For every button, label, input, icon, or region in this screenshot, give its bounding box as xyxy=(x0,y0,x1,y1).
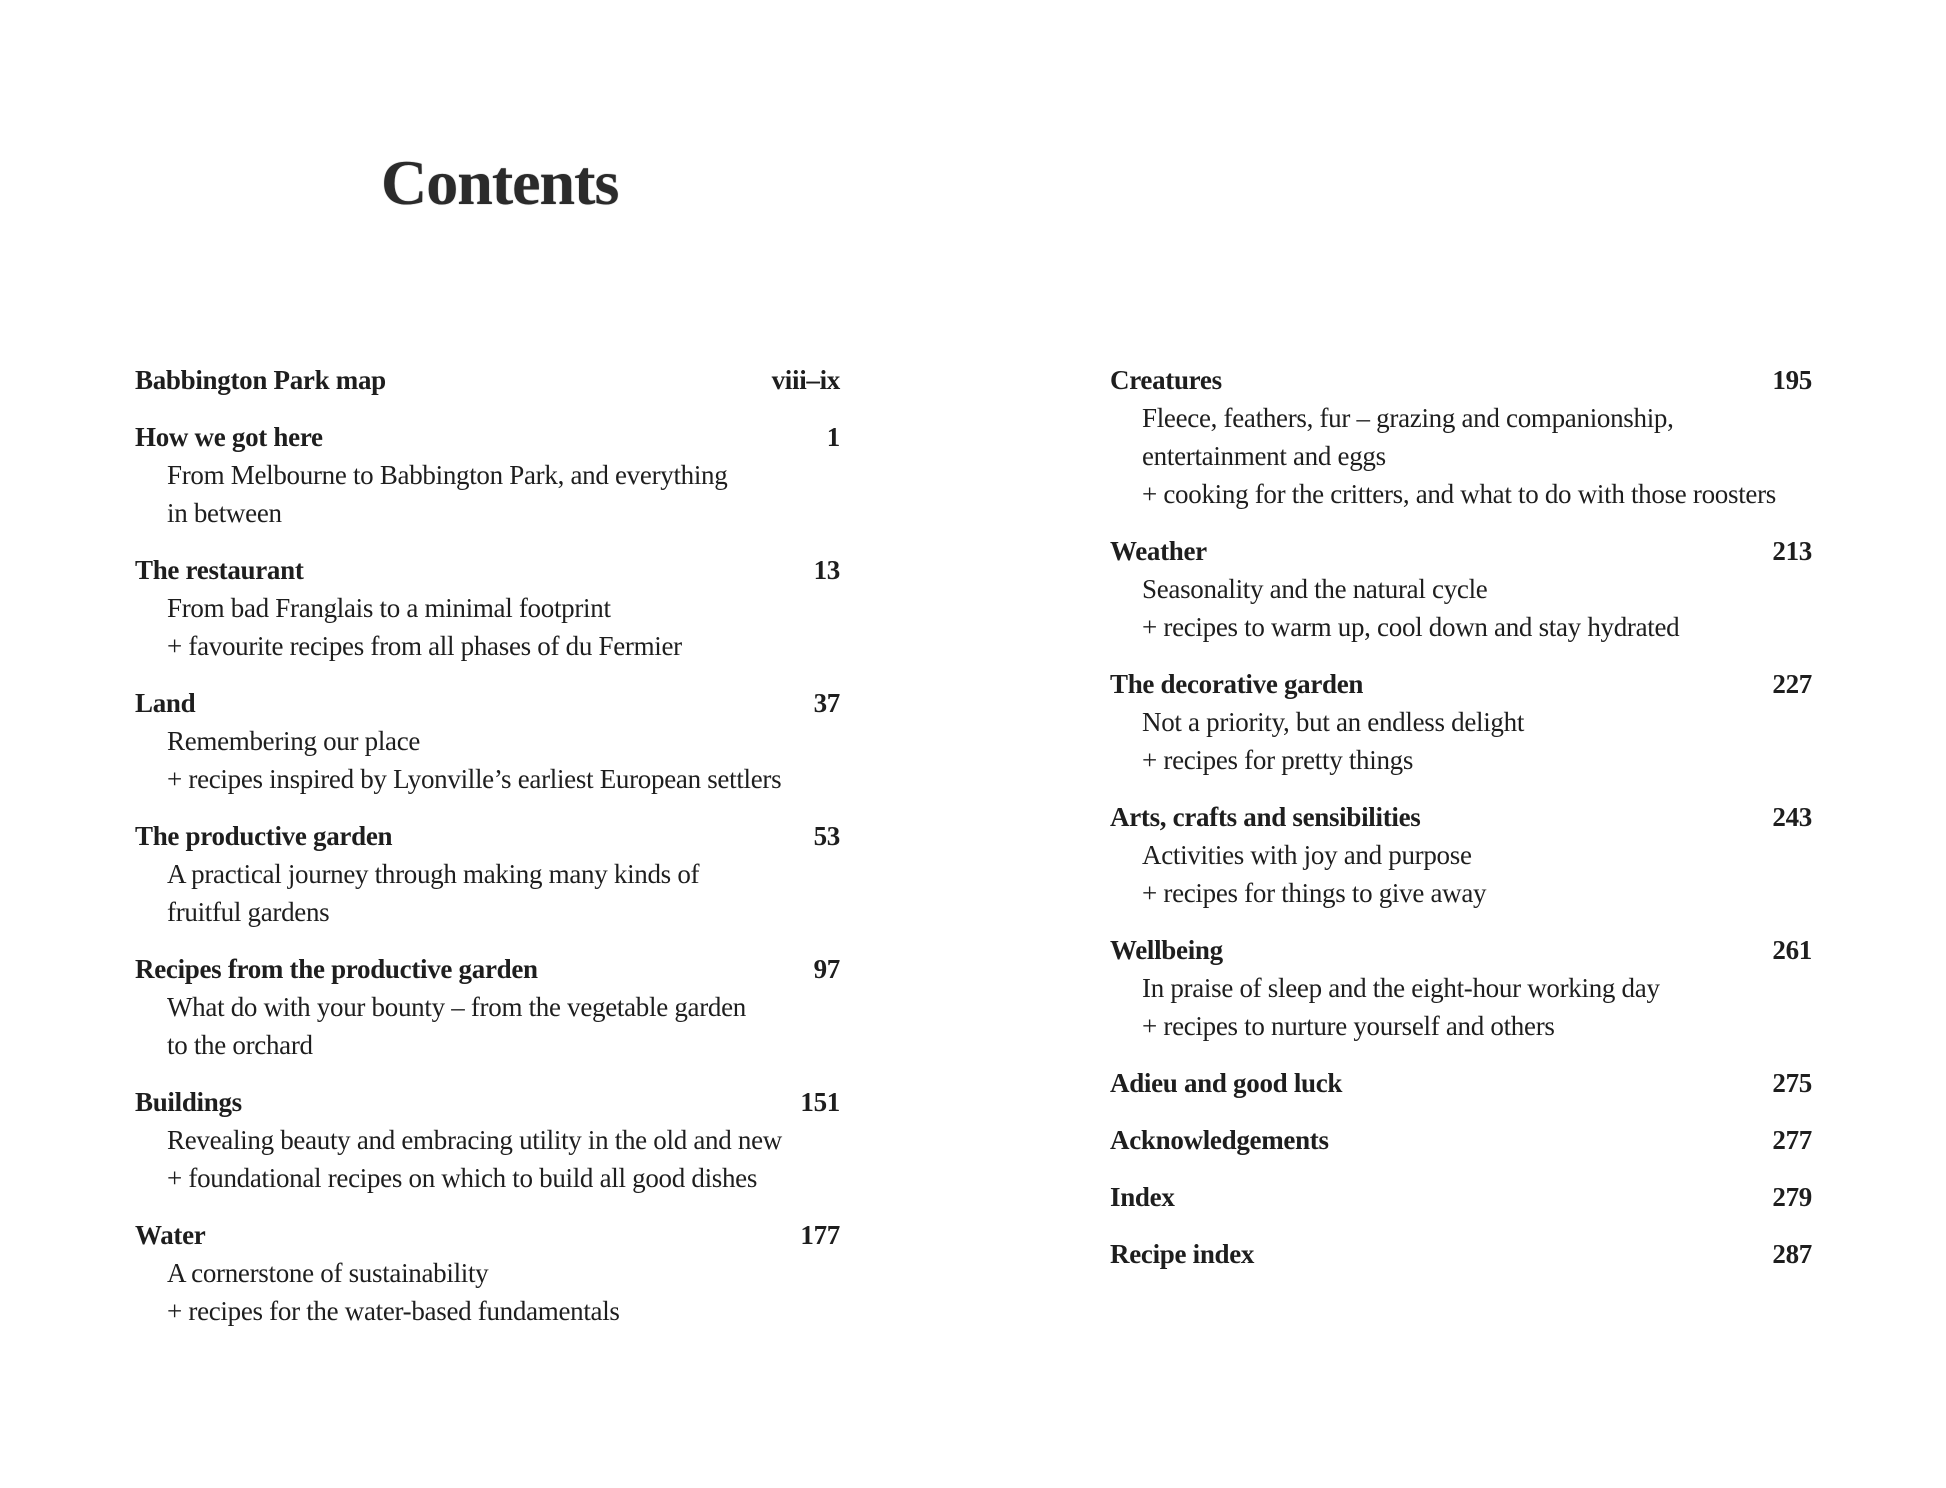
toc-entry-head xyxy=(135,551,840,589)
toc-entry-head xyxy=(1110,1235,1812,1273)
entry-description-line: + recipes for the water-based fundamentals xyxy=(167,1296,620,1326)
toc-entry xyxy=(135,551,840,665)
entry-title: The decorative garden xyxy=(1110,669,1364,699)
entry-page-number: 261 xyxy=(1772,935,1812,965)
entry-description-line: + recipes for things to give away xyxy=(1142,878,1487,908)
entry-page-number: 1 xyxy=(826,422,840,452)
entry-description-line: Fleece, feathers, fur – grazing and companionship, xyxy=(1142,403,1674,433)
entry-title: Weather xyxy=(1110,536,1207,566)
entry-page-number: 277 xyxy=(1772,1125,1812,1155)
toc-entry-head xyxy=(1110,798,1812,836)
toc-entry-head xyxy=(1110,361,1812,399)
toc-column-right xyxy=(1110,361,1812,1273)
entry-description-line: Not a priority, but an endless delight xyxy=(1142,707,1525,737)
entry-page-number: 13 xyxy=(813,555,840,585)
toc-entry xyxy=(1110,532,1812,646)
toc-entry xyxy=(135,1216,840,1330)
toc-entry xyxy=(1110,1235,1812,1273)
toc-entry xyxy=(1110,361,1812,513)
entry-description-line: + recipes to warm up, cool down and stay hydrated xyxy=(1142,612,1680,642)
entry-title: Adieu and good luck xyxy=(1110,1068,1343,1098)
entry-description-line: From bad Franglais to a minimal footprint xyxy=(167,593,611,623)
entry-page-number: 275 xyxy=(1772,1068,1812,1098)
toc-entry-head xyxy=(1110,931,1812,969)
entry-page-number: 287 xyxy=(1772,1239,1812,1269)
entry-description-line: in between xyxy=(167,498,282,528)
entry-description-line: A practical journey through making many kinds of xyxy=(167,859,700,889)
page-title: Contents xyxy=(381,147,619,218)
entry-description-line: What do with your bounty – from the vegetable garden xyxy=(167,992,746,1022)
entry-page-number: 53 xyxy=(813,821,840,851)
entry-description-line: A cornerstone of sustainability xyxy=(167,1258,489,1288)
toc-entry-head xyxy=(1110,532,1812,570)
toc-entry-head xyxy=(135,817,840,855)
entry-description-line: Revealing beauty and embracing utility in the old and new xyxy=(167,1125,782,1155)
toc-entry-head xyxy=(135,1083,840,1121)
toc-entry-head xyxy=(1110,665,1812,703)
entry-title: How we got here xyxy=(135,422,323,452)
entry-description-line: + cooking for the critters, and what to do with those roosters xyxy=(1142,479,1776,509)
entry-description-line: + recipes for pretty things xyxy=(1142,745,1414,775)
toc-entry xyxy=(1110,1121,1812,1159)
toc-entry xyxy=(135,950,840,1064)
toc-entry-head xyxy=(1110,1121,1812,1159)
entry-description-line: Remembering our place xyxy=(167,726,421,756)
entry-page-number: 213 xyxy=(1772,536,1812,566)
entry-description-line: Activities with joy and purpose xyxy=(1142,840,1472,870)
toc-entry-head xyxy=(135,684,840,722)
entry-page-number: 227 xyxy=(1772,669,1812,699)
toc-entry xyxy=(135,1083,840,1197)
toc-entry-head xyxy=(135,418,840,456)
entry-description-line: + favourite recipes from all phases of du Fermier xyxy=(167,631,682,661)
entry-title: Creatures xyxy=(1110,365,1222,395)
entry-title: Water xyxy=(135,1220,206,1250)
entry-title: Buildings xyxy=(135,1087,242,1117)
toc-entry xyxy=(1110,798,1812,912)
toc-entry-head xyxy=(135,1216,840,1254)
entry-description-line: + recipes inspired by Lyonville’s earliest European settlers xyxy=(167,764,782,794)
entry-page-number: 195 xyxy=(1772,365,1812,395)
toc-entry xyxy=(135,684,840,798)
toc-entry xyxy=(135,418,840,532)
entry-title: Index xyxy=(1110,1182,1175,1212)
entry-title: Land xyxy=(135,688,196,718)
toc-entry xyxy=(135,361,840,399)
entry-page-number: viii–ix xyxy=(771,365,840,395)
entry-description-line: fruitful gardens xyxy=(167,897,330,927)
entry-page-number: 243 xyxy=(1772,802,1812,832)
toc-entry-head xyxy=(135,361,840,399)
entry-title: The productive garden xyxy=(135,821,393,851)
entry-page-number: 151 xyxy=(800,1087,840,1117)
toc-entry xyxy=(1110,665,1812,779)
entry-page-number: 279 xyxy=(1772,1182,1812,1212)
entry-title: Recipe index xyxy=(1110,1239,1255,1269)
toc-column-left xyxy=(135,361,840,1330)
entry-title: Wellbeing xyxy=(1110,935,1223,965)
toc-entry xyxy=(135,817,840,931)
entry-description-line: In praise of sleep and the eight-hour working day xyxy=(1142,973,1660,1003)
entry-page-number: 97 xyxy=(813,954,840,984)
entry-description-line: + foundational recipes on which to build all good dishes xyxy=(167,1163,758,1193)
entry-title: Acknowledgements xyxy=(1110,1125,1329,1155)
toc-entry-head xyxy=(1110,1064,1812,1102)
toc-entry-head xyxy=(1110,1178,1812,1216)
entry-title: Recipes from the productive garden xyxy=(135,954,538,984)
entry-title: Arts, crafts and sensibilities xyxy=(1110,802,1421,832)
entry-page-number: 177 xyxy=(800,1220,840,1250)
entry-description-line: From Melbourne to Babbington Park, and everything xyxy=(167,460,728,490)
toc-entry xyxy=(1110,931,1812,1045)
entry-title: Babbington Park map xyxy=(135,365,386,395)
entry-title: The restaurant xyxy=(135,555,304,585)
toc-entry xyxy=(1110,1178,1812,1216)
toc-entry xyxy=(1110,1064,1812,1102)
toc-entry-head xyxy=(135,950,840,988)
entry-description-line: to the orchard xyxy=(167,1030,313,1060)
entry-description-line: entertainment and eggs xyxy=(1142,441,1386,471)
entry-page-number: 37 xyxy=(813,688,840,718)
entry-description-line: + recipes to nurture yourself and others xyxy=(1142,1011,1555,1041)
entry-description-line: Seasonality and the natural cycle xyxy=(1142,574,1488,604)
